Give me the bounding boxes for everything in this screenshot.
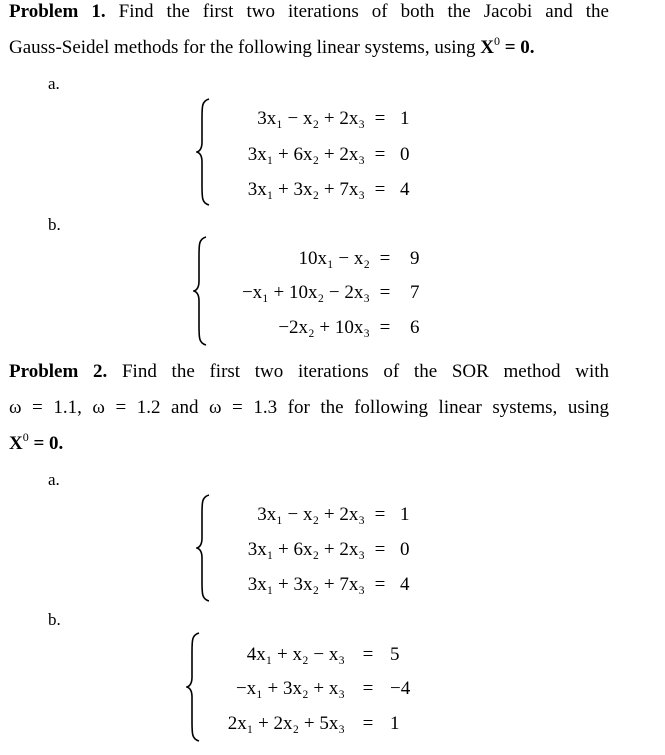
equation-rhs: 1 xyxy=(390,713,400,734)
equation-lhs: −x₁ + 3x₂ + x₃ xyxy=(235,678,345,699)
equation-lhs: 3x₁ − x₂ + 2x₃ xyxy=(257,108,365,129)
problem-1-statement xyxy=(9,0,609,66)
problem-1-vector: X xyxy=(480,37,494,58)
equation-rhs: 7 xyxy=(410,282,420,303)
problem-2-superscript: 0 xyxy=(22,430,29,444)
problem-2-line-1 xyxy=(9,354,609,390)
problem-2-line-2 xyxy=(9,390,609,426)
equation-row xyxy=(0,138,665,172)
equation-row xyxy=(0,568,665,602)
equation-lhs: 3x₁ + 3x₂ + 7x₃ xyxy=(247,179,365,200)
problem-1-heading: Problem 1. xyxy=(9,1,106,22)
equals-sign: = xyxy=(374,504,386,525)
equation-rhs: −4 xyxy=(390,678,411,699)
equation-row xyxy=(0,638,665,672)
equation-lhs: 3x₁ + 3x₂ + 7x₃ xyxy=(247,574,365,595)
equation-rhs: 4 xyxy=(400,574,410,595)
problem-1-equals-zero: = 0. xyxy=(504,37,535,58)
equation-lhs: 3x₁ + 6x₂ + 2x₃ xyxy=(247,539,365,560)
problem-2-statement xyxy=(9,354,609,462)
problem-1-text-line-1: Find the first two iterations of both the Jacobi and the xyxy=(118,1,609,22)
equals-sign: = xyxy=(379,248,391,269)
equals-sign: = xyxy=(362,678,374,699)
problem-1-line-1 xyxy=(9,0,609,30)
problem-2-part-a-label: a. xyxy=(48,470,60,489)
problem-1-part-b-label: b. xyxy=(48,215,61,234)
equation-row xyxy=(0,498,665,532)
equals-sign: = xyxy=(374,108,386,129)
equation-lhs: 2x₁ + 2x₂ + 5x₃ xyxy=(227,713,345,734)
equation-rhs: 0 xyxy=(400,539,410,560)
equals-sign: = xyxy=(379,317,391,338)
equals-sign: = xyxy=(374,144,386,165)
equation-lhs: −x₁ + 10x₂ − 2x₃ xyxy=(241,282,370,303)
equals-sign: = xyxy=(379,282,391,303)
problem-1-text-line-2: Gauss-Seidel methods for the following linear systems, using xyxy=(9,37,476,58)
equation-row xyxy=(0,173,665,207)
equation-lhs: 3x₁ − x₂ + 2x₃ xyxy=(257,504,365,525)
equation-row xyxy=(0,102,665,136)
equals-sign: = xyxy=(362,644,374,665)
equation-lhs: −2x₂ + 10x₃ xyxy=(278,317,370,338)
problem-2-equals-zero: = 0. xyxy=(33,433,64,454)
equation-row xyxy=(0,276,665,310)
problem-1-superscript: 0 xyxy=(493,34,500,48)
equation-row xyxy=(0,242,665,276)
equation-rhs: 0 xyxy=(400,144,410,165)
equation-rhs: 5 xyxy=(390,644,400,665)
problem-2-line-3 xyxy=(9,426,609,462)
equation-row xyxy=(0,672,665,706)
equation-lhs: 10x₁ − x₂ xyxy=(298,248,370,269)
equals-sign: = xyxy=(362,713,374,734)
problem-1-line-2 xyxy=(9,30,609,66)
problem-2-text-line-2: ω = 1.1, ω = 1.2 and ω = 1.3 for the following linear systems, using xyxy=(9,397,609,418)
problem-2-part-b-label: b. xyxy=(48,610,61,629)
problem-2-text-line-1: Find the first two iterations of the SOR method with xyxy=(121,361,609,382)
equals-sign: = xyxy=(374,179,386,200)
problem-1-part-a-label: a. xyxy=(48,74,60,93)
equation-rhs: 9 xyxy=(410,248,420,269)
equation-lhs: 4x₁ + x₂ − x₃ xyxy=(246,644,345,665)
equation-rhs: 6 xyxy=(410,317,420,338)
equals-sign: = xyxy=(374,539,386,560)
equals-sign: = xyxy=(374,574,386,595)
equation-rhs: 1 xyxy=(400,504,410,525)
problem-2-heading: Problem 2. xyxy=(9,361,108,382)
equation-row xyxy=(0,533,665,567)
equation-rhs: 4 xyxy=(400,179,410,200)
equation-row xyxy=(0,311,665,345)
equation-rhs: 1 xyxy=(400,108,410,129)
equation-row xyxy=(0,707,665,741)
equation-lhs: 3x₁ + 6x₂ + 2x₃ xyxy=(247,144,365,165)
problem-2-vector: X xyxy=(9,433,23,454)
